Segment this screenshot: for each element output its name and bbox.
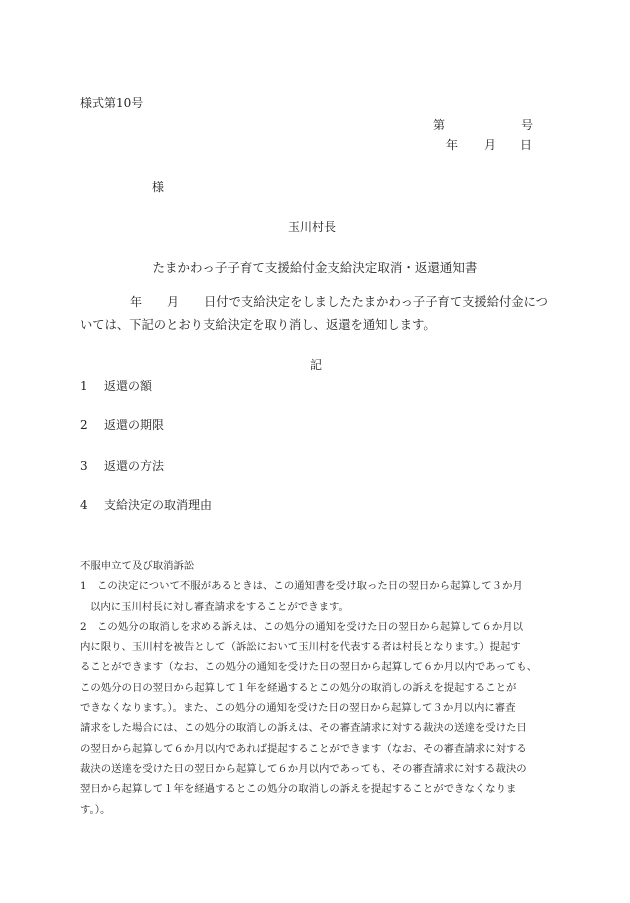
appeal-heading: 不服申立て及び取消訴訟	[80, 560, 195, 572]
addressee-suffix: 様	[152, 180, 165, 194]
appeal-line: できなくなります。）。また、この処分の通知を受けた日の翌日から起算して３か月以内に審査	[80, 702, 516, 715]
body-year: 年	[130, 295, 143, 309]
list-item	[80, 460, 164, 472]
list-item	[80, 419, 164, 431]
item-label: 返還の額	[104, 379, 153, 393]
date-year: 年	[446, 138, 459, 152]
appeal-line: 2 この処分の取消しを求める訴えは、この処分の通知を受けた日の翌日から起算して６か月以	[80, 620, 524, 633]
appeal-line: ることができます（なお、この処分の通知を受けた日の翌日から起算して６か月以内であっても、	[80, 661, 538, 674]
appeal-line: 1 この決定について不服があるときは、この通知書を受け取った日の翌日から起算して３か月	[80, 580, 523, 593]
body-line-1: 日付で支給決定をしましたたまかわっ子子育て支援給付金につ	[204, 295, 548, 309]
document-number-suffix: 号	[521, 118, 534, 132]
appeal-line: す。）。	[80, 803, 111, 816]
appeal-line: 以内に玉川村長に対し審査請求をすることができます。	[90, 600, 349, 613]
appeal-line: 内に限り、玉川村を被告として（訴訟において玉川村を代表する者は村長となります。）提起す	[80, 641, 521, 654]
document-title: たまかわっ子子育て支援給付金支給決定取消・返還通知書	[152, 260, 478, 275]
item-number: 4	[80, 498, 88, 512]
body-month: 月	[167, 295, 180, 309]
body-line-2: いては、下記のとおり支給決定を取り消し、返還を通知します。	[80, 318, 436, 332]
appeal-line: 請求をした場合には、この処分の取消しの訴えは、その審査請求に対する裁決の送達を受けた日	[80, 722, 527, 735]
item-label: 返還の方法	[104, 459, 165, 473]
date-month: 月	[484, 138, 497, 152]
ki-heading: 記	[310, 358, 323, 372]
item-label: 返還の期限	[104, 418, 165, 432]
date-day: 日	[520, 138, 533, 152]
appeal-line: の翌日から起算して６か月以内であれば提起することができます（なお、その審査請求に対する	[80, 742, 527, 755]
item-number: 3	[80, 459, 88, 473]
appeal-line: 裁決の送達を受けた日の翌日から起算して６か月以内であっても、その審査請求に対する裁決の	[80, 762, 527, 775]
appeal-line: 翌日から起算して１年を経過するとこの処分の取消しの訴えを提起することができなくなりま	[80, 783, 517, 796]
list-item	[80, 380, 152, 392]
issuer-name: 玉川村長	[288, 220, 337, 234]
list-item	[80, 499, 212, 511]
document-number-label: 第	[433, 118, 446, 132]
item-number: 2	[80, 418, 88, 432]
form-number: 様式第10号	[80, 96, 144, 110]
item-number: 1	[80, 379, 88, 393]
appeal-line: この処分の日の翌日から起算して１年を経過するとこの処分の取消しの訴えを提起することが	[80, 681, 517, 694]
appeal-section	[80, 556, 550, 820]
item-label: 支給決定の取消理由	[104, 498, 213, 512]
